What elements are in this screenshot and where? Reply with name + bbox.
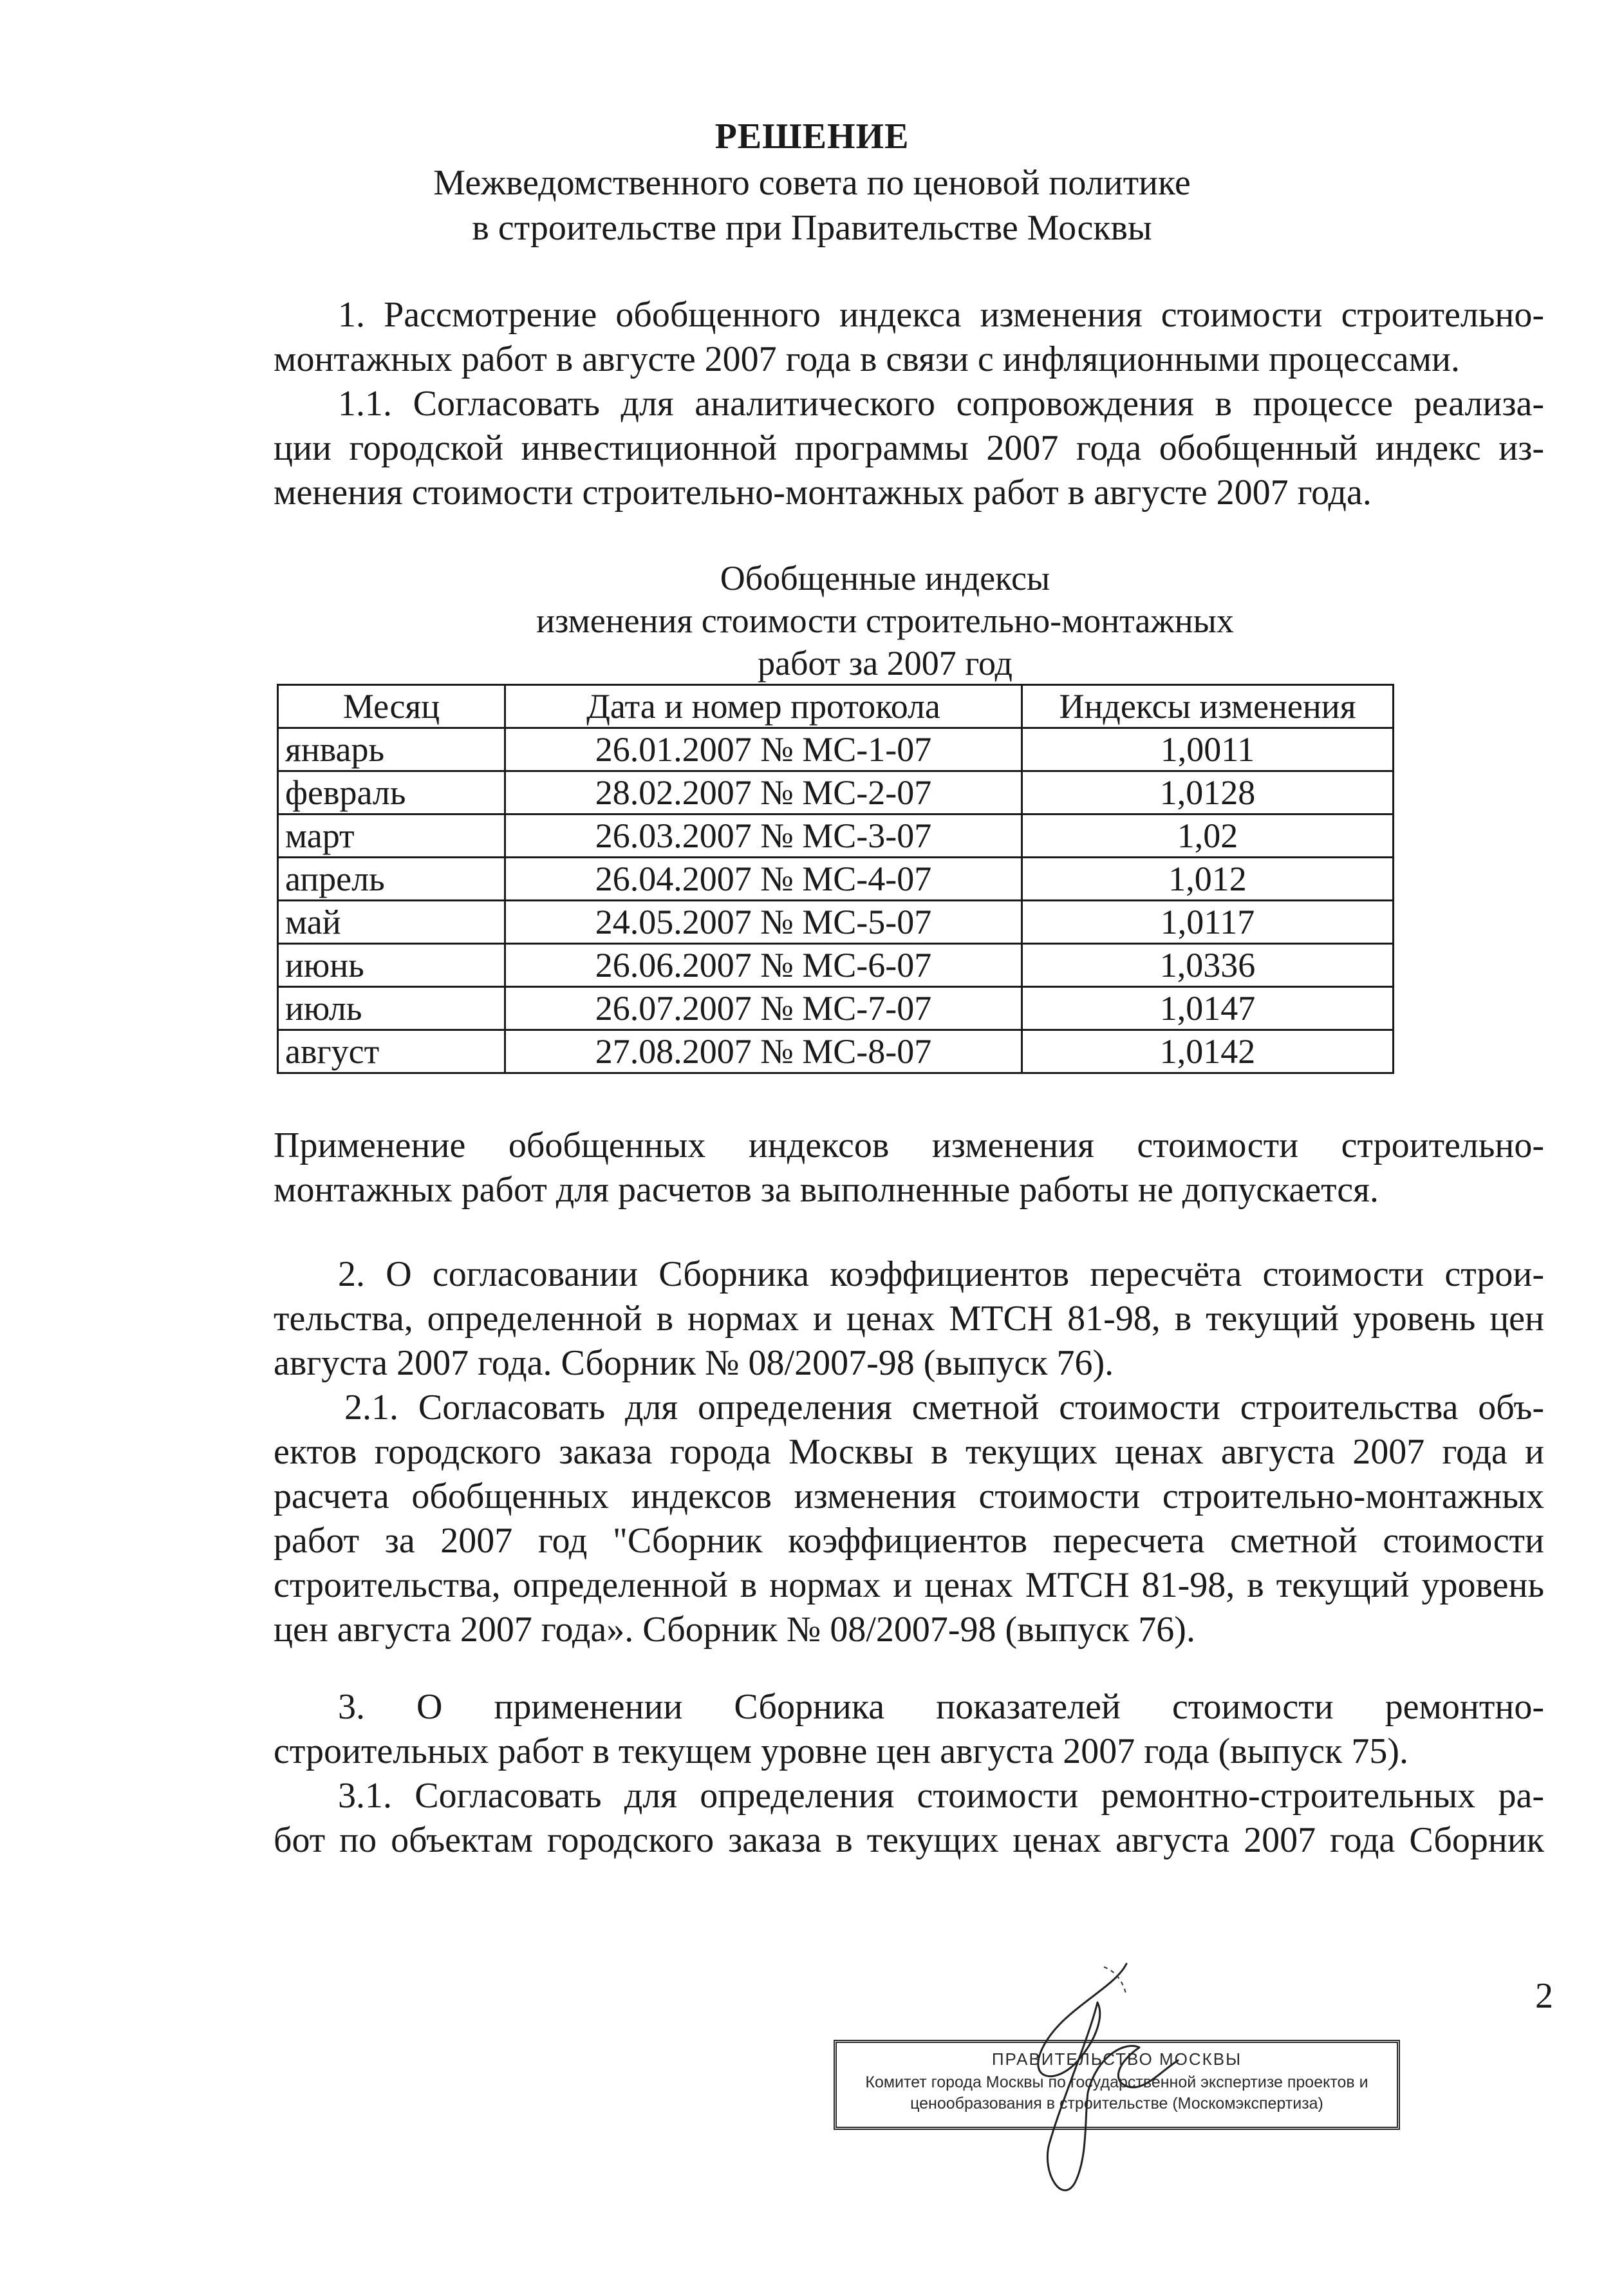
section-2-heading bbox=[274, 1252, 1544, 1386]
text-line: 1.1. Согласовать для аналитического сопровождения в процессе реализа- bbox=[338, 384, 1544, 424]
index-cell: 1,0011 bbox=[1022, 728, 1394, 771]
section-1-item bbox=[274, 382, 1544, 515]
protocol-cell: 26.06.2007 № МС-6-07 bbox=[505, 944, 1022, 987]
table-row bbox=[278, 1030, 1394, 1073]
table-caption bbox=[451, 557, 1320, 684]
protocol-cell: 28.02.2007 № МС-2-07 bbox=[505, 771, 1022, 814]
document-subtitle-line-2: в строительстве при Правительстве Москвы bbox=[472, 208, 1152, 248]
index-table bbox=[277, 684, 1394, 1074]
text-line: августа 2007 года. Сборник № 08/2007-98 (выпуск 76). bbox=[274, 1343, 1114, 1383]
text-line: монтажных работ в августе 2007 года в связи с инфляционными процессами. bbox=[274, 339, 1460, 379]
stamp-line-3: ценообразования в строительстве (Москомэкспертиза) bbox=[910, 2094, 1323, 2113]
table-row bbox=[278, 728, 1394, 771]
protocol-cell: 26.03.2007 № МС-3-07 bbox=[505, 814, 1022, 858]
stamp-line-2: Комитет города Москвы по государственной экспертизе проектов и bbox=[865, 2073, 1368, 2091]
table-row bbox=[278, 987, 1394, 1030]
column-header-month: Месяц bbox=[278, 685, 505, 728]
table-row bbox=[278, 814, 1394, 858]
page-number: 2 bbox=[1535, 1976, 1553, 2016]
text-line: 1. Рассмотрение обобщенного индекса изменения стоимости строительно- bbox=[338, 295, 1544, 335]
text-line: расчета обобщенных индексов изменения стоимости строительно-монтажных bbox=[274, 1476, 1544, 1516]
text-line: тельства, определенной в нормах и ценах МТСН 81-98, в текущий уровень цен bbox=[274, 1299, 1544, 1339]
text-line: менения стоимости строительно-монтажных работ в августе 2007 года. bbox=[274, 473, 1372, 513]
signature-icon bbox=[966, 1951, 1236, 2221]
section-3-heading bbox=[274, 1685, 1544, 1774]
application-note bbox=[274, 1124, 1544, 1212]
table-row bbox=[278, 771, 1394, 814]
text-line: цен августа 2007 года». Сборник № 08/2007-98 (выпуск 76). bbox=[274, 1610, 1195, 1650]
text-line: ции городской инвестиционной программы 2007 года обобщенный индекс из- bbox=[274, 428, 1544, 468]
text-line: работ за 2007 год "Сборник коэффициентов пересчета сметной стоимости bbox=[274, 1521, 1544, 1561]
text-line: работ за 2007 год bbox=[758, 644, 1013, 682]
protocol-cell: 26.01.2007 № МС-1-07 bbox=[505, 728, 1022, 771]
document-title: РЕШЕНИЕ bbox=[714, 117, 910, 156]
index-cell: 1,02 bbox=[1022, 814, 1394, 858]
section-3-item bbox=[274, 1774, 1544, 1863]
protocol-cell: 26.04.2007 № МС-4-07 bbox=[505, 858, 1022, 901]
table-header-row bbox=[278, 685, 1394, 728]
month-cell: январь bbox=[278, 728, 505, 771]
index-cell: 1,0147 bbox=[1022, 987, 1394, 1030]
index-cell: 1,0117 bbox=[1022, 901, 1394, 944]
text-line: 3. О применении Сборника показателей стоимости ремонтно- bbox=[338, 1687, 1544, 1727]
text-line: Применение обобщенных индексов изменения стоимости строительно- bbox=[274, 1125, 1544, 1165]
section-1-heading bbox=[274, 293, 1544, 382]
text-line: строительства, определенной в нормах и ценах МТСН 81-98, в текущий уровень bbox=[274, 1565, 1544, 1605]
month-cell: май bbox=[278, 901, 505, 944]
month-cell: февраль bbox=[278, 771, 505, 814]
text-line: Обобщенные индексы bbox=[720, 559, 1050, 598]
text-line: строительных работ в текущем уровне цен августа 2007 года (выпуск 75). bbox=[274, 1731, 1408, 1771]
section-2-item bbox=[274, 1386, 1544, 1652]
text-line: изменения стоимости строительно-монтажных bbox=[536, 601, 1234, 640]
protocol-cell: 24.05.2007 № МС-5-07 bbox=[505, 901, 1022, 944]
index-cell: 1,0336 bbox=[1022, 944, 1394, 987]
month-cell: июнь bbox=[278, 944, 505, 987]
text-line: монтажных работ для расчетов за выполненные работы не допускается. bbox=[274, 1170, 1379, 1210]
index-cell: 1,012 bbox=[1022, 858, 1394, 901]
column-header-protocol: Дата и номер протокола bbox=[505, 685, 1022, 728]
text-line: ектов городского заказа города Москвы в текущих ценах августа 2007 года и bbox=[274, 1432, 1544, 1472]
text-line: бот по объектам городского заказа в текущих ценах августа 2007 года Сборник bbox=[274, 1820, 1544, 1860]
table-row bbox=[278, 944, 1394, 987]
month-cell: июль bbox=[278, 987, 505, 1030]
document-subtitle-line-1: Межведомственного совета по ценовой политике bbox=[433, 163, 1191, 203]
text-line: 3.1. Согласовать для определения стоимости ремонтно-строительных ра- bbox=[338, 1776, 1544, 1816]
text-line: 2. О согласовании Сборника коэффициентов пересчёта стоимости строи- bbox=[338, 1254, 1544, 1294]
table-row bbox=[278, 858, 1394, 901]
column-header-index: Индексы изменения bbox=[1022, 685, 1394, 728]
index-cell: 1,0142 bbox=[1022, 1030, 1394, 1073]
protocol-cell: 27.08.2007 № МС-8-07 bbox=[505, 1030, 1022, 1073]
index-cell: 1,0128 bbox=[1022, 771, 1394, 814]
protocol-cell: 26.07.2007 № МС-7-07 bbox=[505, 987, 1022, 1030]
month-cell: март bbox=[278, 814, 505, 858]
month-cell: апрель bbox=[278, 858, 505, 901]
text-line: 2.1. Согласовать для определения сметной стоимости строительства объ- bbox=[344, 1388, 1544, 1427]
table-row bbox=[278, 901, 1394, 944]
stamp-line-1: ПРАВИТЕЛЬСТВО МОСКВЫ bbox=[991, 2049, 1242, 2069]
month-cell: август bbox=[278, 1030, 505, 1073]
